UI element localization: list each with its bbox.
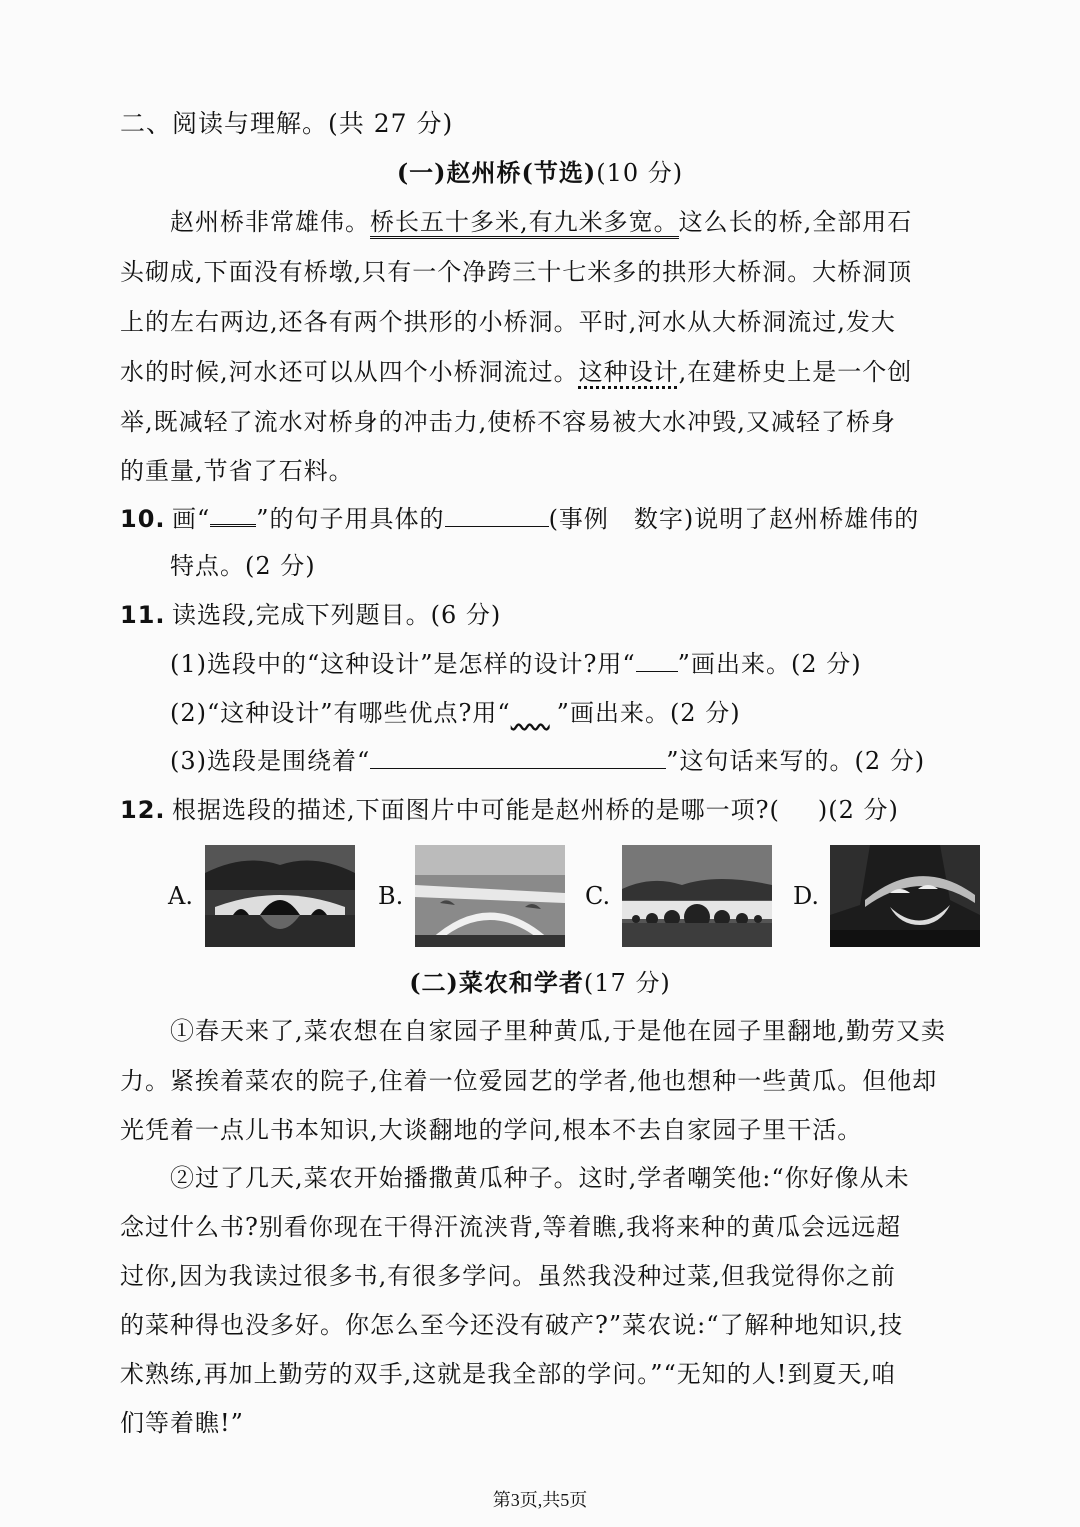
question-11-2 [170,697,990,729]
option-d-label: D. [793,882,820,910]
passage2-line-3: 光凭着一点儿书本知识,大谈翻地的学问,根本不去自家园子里干活。 [120,1116,863,1144]
page-footer: 第3页,共5页 [492,1490,588,1510]
option-b-label: B. [378,882,404,910]
passage2-line-7: 的菜种得也没多好。你怎么至今还没有破产?”菜农说:“了解种地知识,技 [120,1311,904,1339]
passage2-line-1: ①春天来了,菜农想在自家园子里种黄瓜,于是他在园子里翻地,勤劳又卖 [170,1017,946,1045]
text: 读选段,完成下列题目。(6 分) [172,601,502,629]
answer-blank[interactable] [370,746,666,769]
bridge-image-d [830,845,980,947]
passage1-line-1 [170,206,990,238]
passage2-title: (二)菜农和学者 [409,968,584,997]
passage2-heading [0,967,1080,999]
question-11-1 [170,648,990,680]
option-c-photo[interactable] [622,845,772,947]
question-number: 12. [120,796,166,824]
passage2-score: (17 分) [583,969,671,997]
question-11 [120,599,990,631]
text: ”画出来。(2 分) [677,650,862,678]
option-a-photo[interactable] [205,845,355,947]
text: ”的句子用具体的 [256,505,445,533]
passage2-line-2: 力。紧挨着菜农的院子,住着一位爱园艺的学者,他也想种一些黄瓜。但他却 [120,1067,938,1095]
passage1-score: (10 分) [596,159,684,187]
question-10-cont: 特点。(2 分) [170,552,316,580]
question-number: 10. [120,505,166,533]
wavy-underline-sample [511,697,557,719]
question-number: 11. [120,601,166,629]
bridge-image-b [415,845,565,947]
passage1-heading [0,157,1080,189]
underline-sample [636,649,678,672]
passage2-line-5: 念过什么书?别看你现在干得汗流浃背,等着瞧,我将来种的黄瓜会远远超 [120,1213,902,1241]
passage1-line-3: 上的左右两边,还各有两个拱形的小桥洞。平时,河水从大桥洞流过,发大 [120,308,896,336]
section-title: 二、阅读与理解。(共 27 分) [120,109,454,138]
answer-blank[interactable] [445,504,549,527]
passage2-line-4: ②过了几天,菜农开始播撒黄瓜种子。这时,学者嘲笑他:“你好像从未 [170,1164,910,1192]
double-underline-sample [210,502,256,527]
text: (1)选段中的“这种设计”是怎样的设计?用“ [170,650,636,678]
option-c-label: C. [585,882,611,910]
passage2-line-6: 过你,因为我读过很多书,有很多学问。虽然我没种过菜,但我觉得你之前 [120,1262,896,1290]
text: 赵州桥非常雄伟。 [170,208,370,236]
text: 水的时候,河水还可以从四个小桥洞流过。 [120,358,579,386]
option-d-photo[interactable] [830,845,980,947]
double-underlined-sentence: 桥长五十多米,有九米多宽。 [370,208,679,239]
text: 这么长的桥,全部用石 [678,208,913,236]
passage1-line-2: 头砌成,下面没有桥墩,只有一个净跨三十七米多的拱形大桥洞。大桥洞顶 [120,258,913,286]
passage1-line-4 [120,356,990,388]
passage1-line-6: 的重量,节省了石料。 [120,457,354,485]
text: )(2 分) [817,796,899,824]
text: (3)选段是围绕着“ [170,747,371,775]
bridge-image-a [205,845,355,947]
dotted-emphasis: 这种设计 [578,358,679,386]
passage2-line-8: 术熟练,再加上勤劳的双手,这就是我全部的学问。”“无知的人!到夏天,咱 [120,1360,897,1388]
question-12 [120,794,990,826]
passage1-line-5: 举,既减轻了流水对桥身的冲击力,使桥不容易被大水冲毁,又减轻了桥身 [120,408,896,436]
bridge-image-c [622,845,772,947]
text: (事例 数字)说明了赵州桥雄伟的 [548,505,920,533]
text: (2)“这种设计”有哪些优点?用“ [170,699,511,727]
passage1-title: (一)赵州桥(节选) [396,158,597,187]
text: ”这句话来写的。(2 分) [666,747,926,775]
question-10 [120,502,990,535]
passage2-line-9: 们等着瞧!” [120,1409,244,1437]
text: ,在建桥史上是一个创 [678,358,913,386]
question-11-3 [170,745,990,777]
text: ”画出来。(2 分) [556,699,741,727]
text: 画“ [172,505,211,533]
text: 根据选段的描述,下面图片中可能是赵州桥的是哪一项?( [172,796,780,824]
option-a-label: A. [168,882,193,910]
option-b-photo[interactable] [415,845,565,947]
